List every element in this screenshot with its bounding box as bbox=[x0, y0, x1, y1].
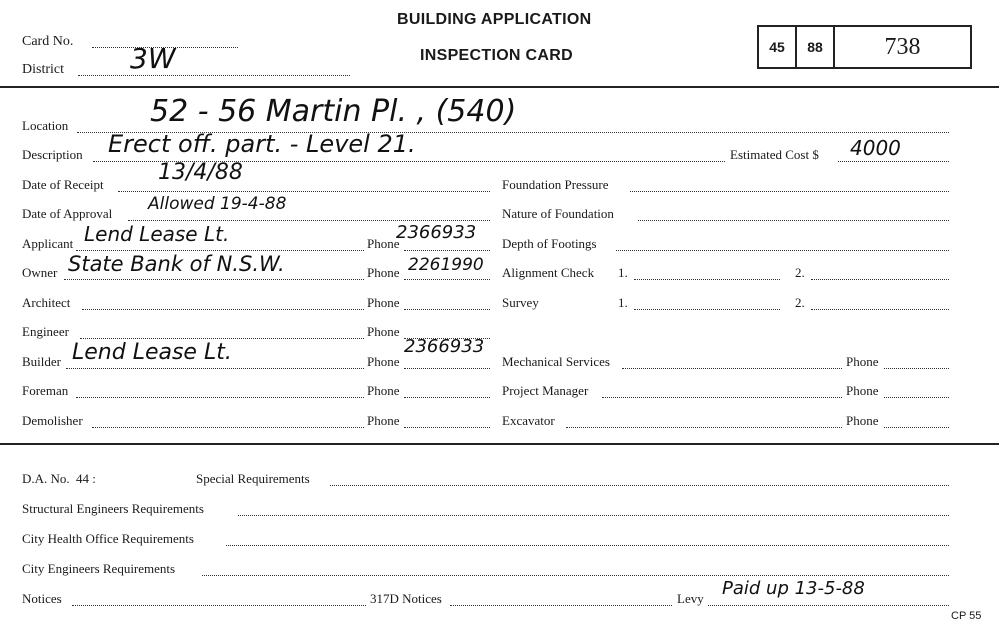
owner-phone-label: Phone bbox=[367, 265, 400, 280]
box-card-number: 738 bbox=[884, 33, 921, 60]
foreman-phone-label: Phone bbox=[367, 383, 400, 398]
foreman-label: Foreman bbox=[22, 383, 69, 398]
owner-phone-value: 2261990 bbox=[408, 255, 484, 275]
engineer-phone-label: Phone bbox=[367, 324, 400, 339]
builder-value: Lend Lease Lt. bbox=[72, 340, 232, 365]
alignment-num2: 2. bbox=[795, 265, 805, 280]
card-no-label: Card No. bbox=[22, 34, 74, 49]
district-label: District bbox=[22, 62, 64, 77]
special-req-label: Special Requirements bbox=[196, 471, 310, 486]
location-value: 52 - 56 Martin Pl. , (540) bbox=[150, 94, 517, 129]
city-eng-field bbox=[202, 575, 949, 576]
structural-label: Structural Engineers Requirements bbox=[22, 501, 204, 516]
divider-middle bbox=[0, 443, 999, 445]
project-manager-label: Project Manager bbox=[502, 383, 589, 398]
demolisher-phone-label: Phone bbox=[367, 413, 400, 428]
health-field bbox=[226, 545, 949, 546]
demolisher-label: Demolisher bbox=[22, 413, 83, 428]
date-approval-field bbox=[128, 220, 490, 221]
builder-phone-value: 2366933 bbox=[404, 336, 485, 357]
excavator-phone-field bbox=[884, 427, 949, 428]
notices-317d-label: 317D Notices bbox=[370, 591, 442, 606]
nature-foundation-field bbox=[638, 220, 949, 221]
architect-phone-label: Phone bbox=[367, 295, 400, 310]
box-year: 88 bbox=[797, 27, 835, 67]
survey-num1: 1. bbox=[618, 295, 628, 310]
project-manager-phone-field bbox=[884, 397, 949, 398]
builder-field bbox=[66, 368, 364, 369]
excavator-label: Excavator bbox=[502, 413, 555, 428]
estimated-cost-value: 4000 bbox=[850, 136, 901, 160]
engineer-field bbox=[80, 338, 364, 339]
alignment-num1: 1. bbox=[618, 265, 628, 280]
notices-label: Notices bbox=[22, 591, 62, 606]
da-no-value: 44 : bbox=[76, 471, 96, 486]
levy-label: Levy bbox=[677, 591, 704, 606]
applicant-phone-field bbox=[404, 250, 490, 251]
owner-field bbox=[64, 279, 364, 280]
structural-field bbox=[238, 515, 949, 516]
architect-field bbox=[82, 309, 364, 310]
city-eng-label: City Engineers Requirements bbox=[22, 561, 176, 576]
owner-phone-field bbox=[404, 279, 490, 280]
date-approval-label: Date of Approval bbox=[22, 206, 113, 221]
estimated-cost-label: Estimated Cost $ bbox=[730, 147, 819, 162]
card-number-boxes bbox=[757, 25, 972, 69]
excavator-field bbox=[566, 427, 842, 428]
mechanical-phone-field bbox=[884, 368, 949, 369]
survey-label: Survey bbox=[502, 295, 539, 310]
title-line1: BUILDING APPLICATION bbox=[397, 11, 592, 28]
district-value: 3W bbox=[130, 42, 176, 75]
levy-field bbox=[708, 605, 949, 606]
notices-field bbox=[72, 605, 366, 606]
foreman-field bbox=[76, 397, 364, 398]
architect-phone-field bbox=[404, 309, 490, 310]
builder-phone-field bbox=[404, 368, 490, 369]
project-manager-phone-label: Phone bbox=[846, 383, 879, 398]
mechanical-phone-label: Phone bbox=[846, 354, 879, 369]
foreman-phone-field bbox=[404, 397, 490, 398]
project-manager-field bbox=[602, 397, 842, 398]
depth-footings-label: Depth of Footings bbox=[502, 236, 597, 251]
depth-footings-field bbox=[616, 250, 949, 251]
alignment-field-2 bbox=[811, 279, 949, 280]
form-code: CP 55 bbox=[951, 610, 982, 622]
levy-value: Paid up 13-5-88 bbox=[722, 578, 865, 599]
demolisher-phone-field bbox=[404, 427, 490, 428]
divider-top bbox=[0, 86, 999, 88]
title-line2: INSPECTION CARD bbox=[420, 47, 573, 64]
description-value: Erect off. part. - Level 21. bbox=[108, 130, 416, 158]
nature-foundation-label: Nature of Foundation bbox=[502, 206, 614, 221]
special-req-field bbox=[330, 485, 949, 486]
builder-phone-label: Phone bbox=[367, 354, 400, 369]
alignment-field-1 bbox=[634, 279, 780, 280]
owner-value: State Bank of N.S.W. bbox=[68, 252, 285, 276]
excavator-phone-label: Phone bbox=[846, 413, 879, 428]
alignment-check-label: Alignment Check bbox=[502, 265, 595, 280]
foundation-pressure-field bbox=[630, 191, 949, 192]
survey-field-1 bbox=[634, 309, 780, 310]
applicant-value: Lend Lease Lt. bbox=[84, 222, 230, 246]
date-receipt-label: Date of Receipt bbox=[22, 177, 104, 192]
description-label: Description bbox=[22, 147, 83, 162]
architect-label: Architect bbox=[22, 295, 71, 310]
date-receipt-field bbox=[118, 191, 490, 192]
applicant-label: Applicant bbox=[22, 236, 74, 251]
demolisher-field bbox=[92, 427, 364, 428]
applicant-field bbox=[76, 250, 364, 251]
estimated-cost-field bbox=[838, 161, 949, 162]
mechanical-label: Mechanical Services bbox=[502, 354, 610, 369]
applicant-phone-label: Phone bbox=[367, 236, 400, 251]
survey-num2: 2. bbox=[795, 295, 805, 310]
location-label: Location bbox=[22, 118, 69, 133]
builder-label: Builder bbox=[22, 354, 61, 369]
health-label: City Health Office Requirements bbox=[22, 531, 194, 546]
owner-label: Owner bbox=[22, 265, 58, 280]
applicant-phone-value: 2366933 bbox=[396, 222, 477, 243]
engineer-label: Engineer bbox=[22, 324, 69, 339]
date-receipt-value: 13/4/88 bbox=[158, 160, 243, 185]
mechanical-field bbox=[622, 368, 842, 369]
da-no-label: D.A. No. bbox=[22, 471, 70, 486]
notices-317d-field bbox=[450, 605, 672, 606]
survey-field-2 bbox=[811, 309, 949, 310]
date-approval-value: Allowed 19-4-88 bbox=[148, 194, 287, 214]
box-year-prefix: 45 bbox=[759, 27, 797, 67]
foundation-pressure-label: Foundation Pressure bbox=[502, 177, 609, 192]
district-field bbox=[78, 75, 350, 76]
